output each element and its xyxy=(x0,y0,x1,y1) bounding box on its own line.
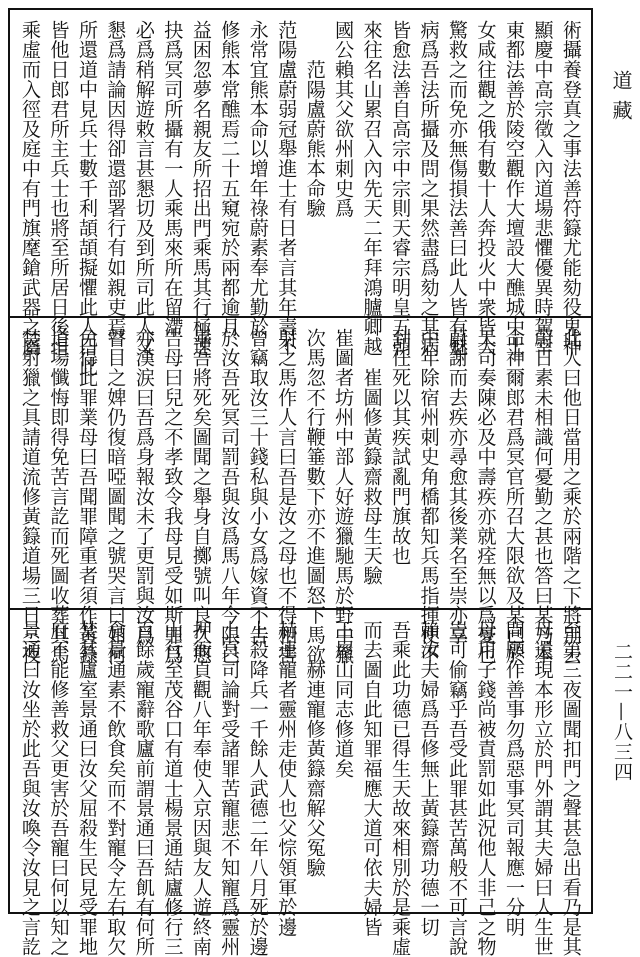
text-column: 山行至茂谷口有道士楊景通結廬修行三 xyxy=(161,620,185,957)
text-column: 告母曰兒之不孝致令我母見受如斯罪爲 xyxy=(161,328,185,665)
text-column: 焚射獵之具請道流修黃籙道場三日三夜 xyxy=(19,328,42,665)
text-column: 天司奏陳必及中壽疾亦就痊無以爲憂也 xyxy=(474,328,498,665)
text-column: 赫連寵修黃籙齋解父冤驗 xyxy=(303,620,327,878)
text-column: 崔圖修黃籙齋救母生天驗 xyxy=(360,328,384,586)
text-column: 吾乘此功德已得生天故來相別於是乘虛 xyxy=(389,620,413,957)
text-column: 崔圖者坊州中部人好遊獵馳馬於野中獵 xyxy=(332,328,356,665)
text-column: 曾竊取汝三十錢私與小女爲嫁資不告 xyxy=(246,328,270,645)
text-column: 射之馬作人言曰吾是汝之母也不得相害 xyxy=(275,328,299,665)
text-column: 范陽盧蔚弱冠舉進士有日者言其年壽不 xyxy=(275,20,299,357)
text-column: 賴汝夫婦爲吾修無上黃籙齋功德一切 xyxy=(417,620,441,937)
text-column: 道場懺悔即得免苦言訖而死圖收葬其馬 xyxy=(47,328,71,665)
text-column: 次馬忽不行鞭箠數下亦不進圖怒下馬欲 xyxy=(303,328,327,665)
page-frame xyxy=(8,8,593,957)
text-column: 女咸往觀之俄有數十人奔投火中衆皆大 xyxy=(474,20,498,357)
text-column: 國公賴其父欲州刺史爲 xyxy=(332,20,356,218)
text-column: 食景通素不飲食矣而不對寵令左右取欠 xyxy=(104,620,128,957)
column-group xyxy=(19,328,583,665)
text-column: 間願作善事勿爲惡事冥司報應一分明 xyxy=(502,620,526,937)
text-column: 永常宜熊本命以增年祿蔚素奉尤勤於 xyxy=(246,20,270,337)
text-column: 而去圖自此知罪福應大道可依夫婦皆 xyxy=(360,620,384,937)
text-column: 中年除宿州刺史角橋都知兵馬指揮使不 xyxy=(417,328,441,665)
text-column: 母還現本形立於門外謂其夫婦曰人生世 xyxy=(531,620,555,957)
text-column: 景通曰汝坐於此吾與汝喚令汝見之言訖 xyxy=(19,620,42,957)
text-column: 母用子錢尚被責罰如此況他人非己之物 xyxy=(474,620,498,957)
text-column: 范陽盧蔚熊本命驗 xyxy=(303,20,327,218)
page-number: 二二一—八三四 xyxy=(611,642,633,782)
text-column: 益困忽夢名親友所招出門乘馬其行極速 xyxy=(189,20,213,357)
text-column: 瞽目之婢仍復暗啞圖聞之號哭言曰如何 xyxy=(104,328,128,665)
column-group xyxy=(19,20,583,377)
text-column: 修熊本常醮焉二十五窺宛於兩都逾月 xyxy=(218,20,242,337)
text-column: 押衙貞觀八年奉使入京因與友人遊終南 xyxy=(189,620,213,957)
text-column: 免得此罪業母曰吾聞罪障重者須作黃籙 xyxy=(75,328,99,665)
text-column: 驚救之而免亦無傷損法善曰此人皆有魅 xyxy=(446,20,470,357)
text-column: 必爲稍解遊敕言甚懇切及到所司此人又 xyxy=(132,20,156,357)
text-column: 百餘歲寵辭歌廬前謂景通曰吾飢有何所 xyxy=(132,620,156,957)
text-column: 所還道中見兵士數千利頡頡擬懼此人曰此 xyxy=(75,20,99,377)
text-column: 豈可偷竊乎吾受此罪甚苦萬般不可言說 xyxy=(446,620,470,957)
text-column: 蔚謝而去疾亦尋愈其後業名至崇亦享 xyxy=(446,328,470,645)
text-column: 蔚日素未相識何憂勤之甚也答曰某乃本 xyxy=(531,328,555,665)
text-column: 病爲吾法所攝及問之果然盡爲劾之其病 xyxy=(417,20,441,357)
text-column: 來往名山累召入內先天二年拜鴻臚卿越 xyxy=(360,20,384,357)
text-column: 畢吾將死矣圖聞之舉身自擲號叫良久憨 xyxy=(189,328,213,665)
column-group xyxy=(19,620,583,957)
text-column: 東都法善於陵空觀作大壇設大醮城中士 xyxy=(502,20,526,357)
text-column: 王屋山同志修道矣 xyxy=(332,620,356,779)
text-panel-top xyxy=(10,10,591,377)
side-title: 道藏 xyxy=(609,70,633,130)
text-column: 赫連寵者靈州走使人也父悰領軍於邊 xyxy=(275,620,299,937)
text-column: 焚其廬室景通曰汝父屈殺生民見受罪地 xyxy=(75,620,99,957)
text-column: 至第三夜圖聞扣門之聲甚急出看乃是其 xyxy=(559,620,583,957)
text-column: 上冥司論對受諸罪苦寵悲不知寵爲靈州 xyxy=(218,620,242,957)
text-column: 此人曰他日當用之乘於兩階之下將別去 xyxy=(559,328,583,665)
text-column: 皆愈法善自高宗中宗則天睿宗明皇五朝 xyxy=(389,20,413,357)
text-column: 上殺降兵一千餘人武德二年八月死於邊 xyxy=(246,620,270,957)
text-column: 於汝吾死冥司罰吾與汝爲馬八年今限已 xyxy=(218,328,242,665)
text-column: 亦漢涙曰吾爲身報汝未了更罰與汝爲 xyxy=(132,328,156,645)
text-column: 抉爲冥司所攝有一人乘馬來所在留滯 xyxy=(161,20,185,337)
text-column: 到任死以其疾試亂門旗故也 xyxy=(389,328,413,566)
text-column: 顯慶中高宗徵入內道場悲懼優異時駕幸 xyxy=(531,20,555,357)
text-panel-middle xyxy=(10,318,591,665)
text-panel-bottom xyxy=(10,610,591,957)
text-column: 術攝養登真之事法善符籙尤能劾役鬼神 xyxy=(559,20,583,357)
text-column: 皆他日郎君所主兵士也將至所居日後垣 xyxy=(47,20,71,357)
text-column: 乘虛而入徑及庭中有門旗麾鎗武器之屬 xyxy=(19,20,42,357)
text-column: 府不能修善救父更害於吾寵曰何以知之 xyxy=(47,620,71,957)
text-column: 懇爲請論因得卻還部署行有如親吏焉 xyxy=(104,20,128,337)
text-column: 命神爾郎君爲冥官所召大限欲及某已於 xyxy=(502,328,526,665)
